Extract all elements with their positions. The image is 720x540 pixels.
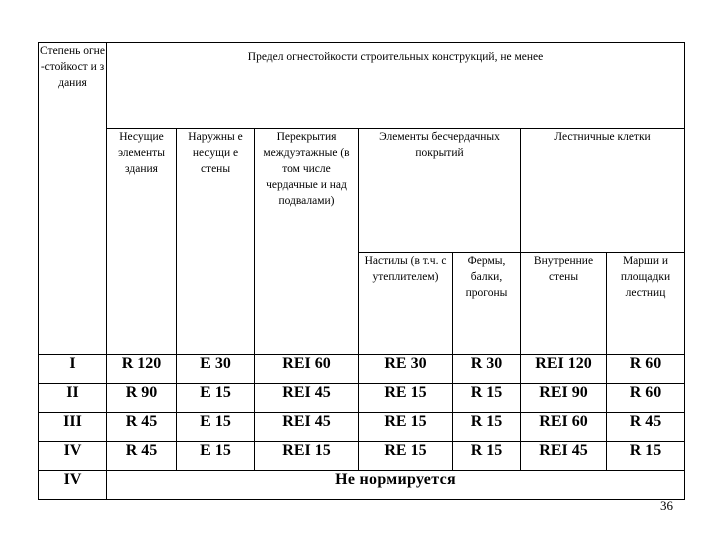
main-header: Предел огнестойкости строительных конструкций, не менее bbox=[107, 43, 685, 129]
table-row-not-normalized bbox=[39, 471, 685, 500]
value-cell: R 45 bbox=[107, 413, 177, 442]
fire-resistance-table-frame bbox=[38, 42, 684, 510]
table-row bbox=[39, 355, 685, 384]
sub-header-flights: Марши и площадки лестниц bbox=[607, 253, 685, 355]
value-cell: R 15 bbox=[453, 413, 521, 442]
value-cell: REI 45 bbox=[255, 413, 359, 442]
col-header-external-walls: Наружны е несущи е стены bbox=[177, 129, 255, 355]
sub-header-decking: Настилы (в т.ч. с утеплителем) bbox=[359, 253, 453, 355]
col-header-stairwells: Лестничные клетки bbox=[521, 129, 685, 253]
sub-header-internal-walls: Внутренние стены bbox=[521, 253, 607, 355]
degree-cell: IV bbox=[39, 442, 107, 471]
not-normalized-cell: Не нормируется bbox=[107, 471, 685, 500]
value-cell: REI 120 bbox=[521, 355, 607, 384]
value-cell: RE 15 bbox=[359, 442, 453, 471]
value-cell: REI 15 bbox=[255, 442, 359, 471]
value-cell: R 45 bbox=[607, 413, 685, 442]
degree-cell: III bbox=[39, 413, 107, 442]
value-cell: REI 45 bbox=[521, 442, 607, 471]
value-cell: RE 15 bbox=[359, 384, 453, 413]
value-cell: RE 15 bbox=[359, 413, 453, 442]
value-cell: R 120 bbox=[107, 355, 177, 384]
value-cell: R 30 bbox=[453, 355, 521, 384]
table-row bbox=[39, 442, 685, 471]
value-cell: R 90 bbox=[107, 384, 177, 413]
table-row bbox=[39, 413, 685, 442]
fire-resistance-table bbox=[38, 42, 685, 500]
value-cell: REI 90 bbox=[521, 384, 607, 413]
value-cell: R 45 bbox=[107, 442, 177, 471]
value-cell: REI 60 bbox=[255, 355, 359, 384]
sub-header-trusses: Фермы, балки, прогоны bbox=[453, 253, 521, 355]
value-cell: E 15 bbox=[177, 442, 255, 471]
page-number: 36 bbox=[660, 498, 673, 513]
value-cell: REI 45 bbox=[255, 384, 359, 413]
corner-header: Степень огне-стойкост и здания bbox=[39, 43, 107, 355]
value-cell: R 60 bbox=[607, 384, 685, 413]
value-cell: E 30 bbox=[177, 355, 255, 384]
value-cell: E 15 bbox=[177, 384, 255, 413]
value-cell: R 15 bbox=[607, 442, 685, 471]
col-header-roofs: Элементы бесчердачных покрытий bbox=[359, 129, 521, 253]
col-header-floors: Перекрытия междуэтажные (в том числе чердачные и над подвалами) bbox=[255, 129, 359, 355]
value-cell: R 60 bbox=[607, 355, 685, 384]
degree-cell: II bbox=[39, 384, 107, 413]
value-cell: E 15 bbox=[177, 413, 255, 442]
col-header-bearing: Несущие элементы здания bbox=[107, 129, 177, 355]
value-cell: R 15 bbox=[453, 384, 521, 413]
value-cell: R 15 bbox=[453, 442, 521, 471]
degree-cell: IV bbox=[39, 471, 107, 500]
degree-cell: I bbox=[39, 355, 107, 384]
value-cell: REI 60 bbox=[521, 413, 607, 442]
table-row bbox=[39, 384, 685, 413]
value-cell: RE 30 bbox=[359, 355, 453, 384]
